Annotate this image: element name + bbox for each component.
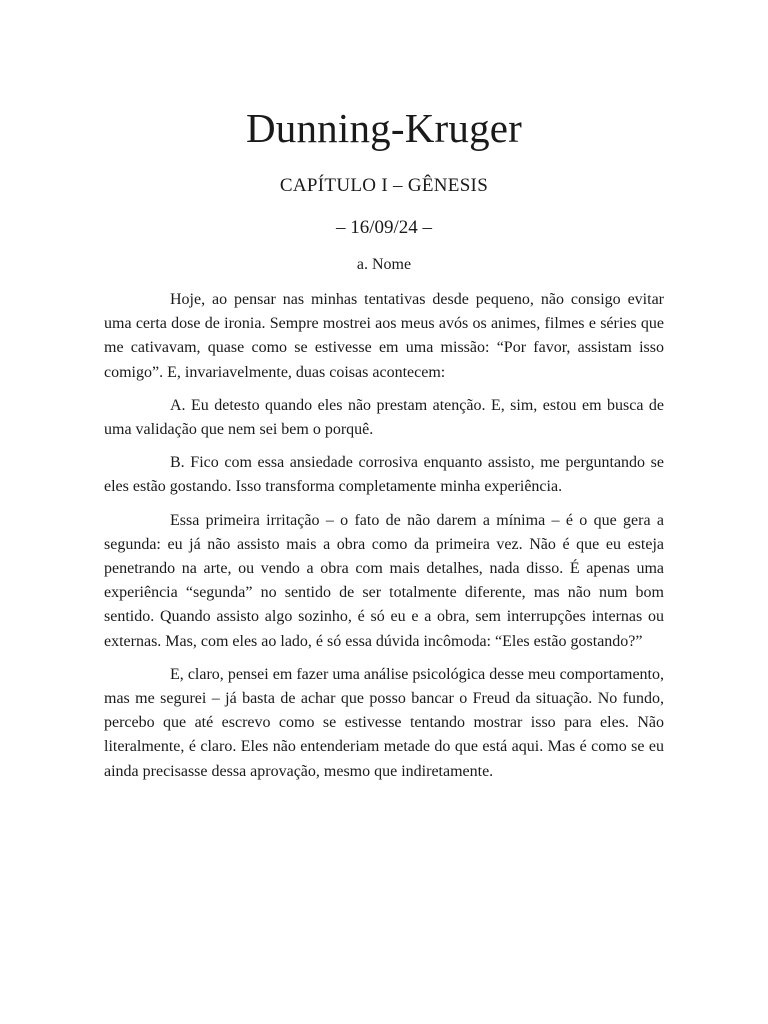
paragraph: Essa primeira irritação – o fato de não darem a mínima – é o que gera a segunda: eu já não assisto mais a obra como da primeira vez. Não é que eu esteja penetrando na arte, ou vendo a obra com mais detalhes, nada disso. É apenas uma experiência “segunda” no sentido de ser totalmente diferente, mas não num bom sentido. Quando assisto algo sozinho, é só eu e a obra, sem interrupções internas ou externas. Mas, com eles ao lado, é só essa dúvida incômoda: “Eles estão gostando?” xyxy=(104,511,664,650)
document-page xyxy=(104,104,664,793)
paragraph: Hoje, ao pensar nas minhas tentativas desde pequeno, não consigo evitar uma certa dose de ironia. Sempre mostrei aos meus avós os animes, filmes e séries que me cativavam, quase como se estivesse em uma missão: “Por favor, assistam isso comigo”. E, invariavelmente, duas coisas acontecem: xyxy=(104,291,664,381)
document-title: Dunning-Kruger xyxy=(245,105,523,151)
paragraph: E, claro, pensei em fazer uma análise psicológica desse meu comportamento, mas me segurei – já basta de achar que posso bancar o Freud da situação. No fundo, percebo que até escrevo como se estivesse tentando mostrar isso para eles. Não literalmente, é claro. Eles não entenderiam metade do que está aqui. Mas é como se eu ainda precisasse dessa aprovação, mesmo que indiretamente. xyxy=(104,665,664,780)
chapter-heading: CAPÍTULO I – GÊNESIS xyxy=(279,175,489,196)
entry-date: – 16/09/24 – xyxy=(335,217,433,238)
paragraph: A. Eu detesto quando eles não prestam atenção. E, sim, estou em busca de uma validação que nem sei bem o porquê. xyxy=(104,396,664,439)
section-heading: a. Nome xyxy=(356,256,412,273)
paragraph: B. Fico com essa ansiedade corrosiva enquanto assisto, me perguntando se eles estão gostando. Isso transforma completamente minha experiência. xyxy=(104,454,664,496)
